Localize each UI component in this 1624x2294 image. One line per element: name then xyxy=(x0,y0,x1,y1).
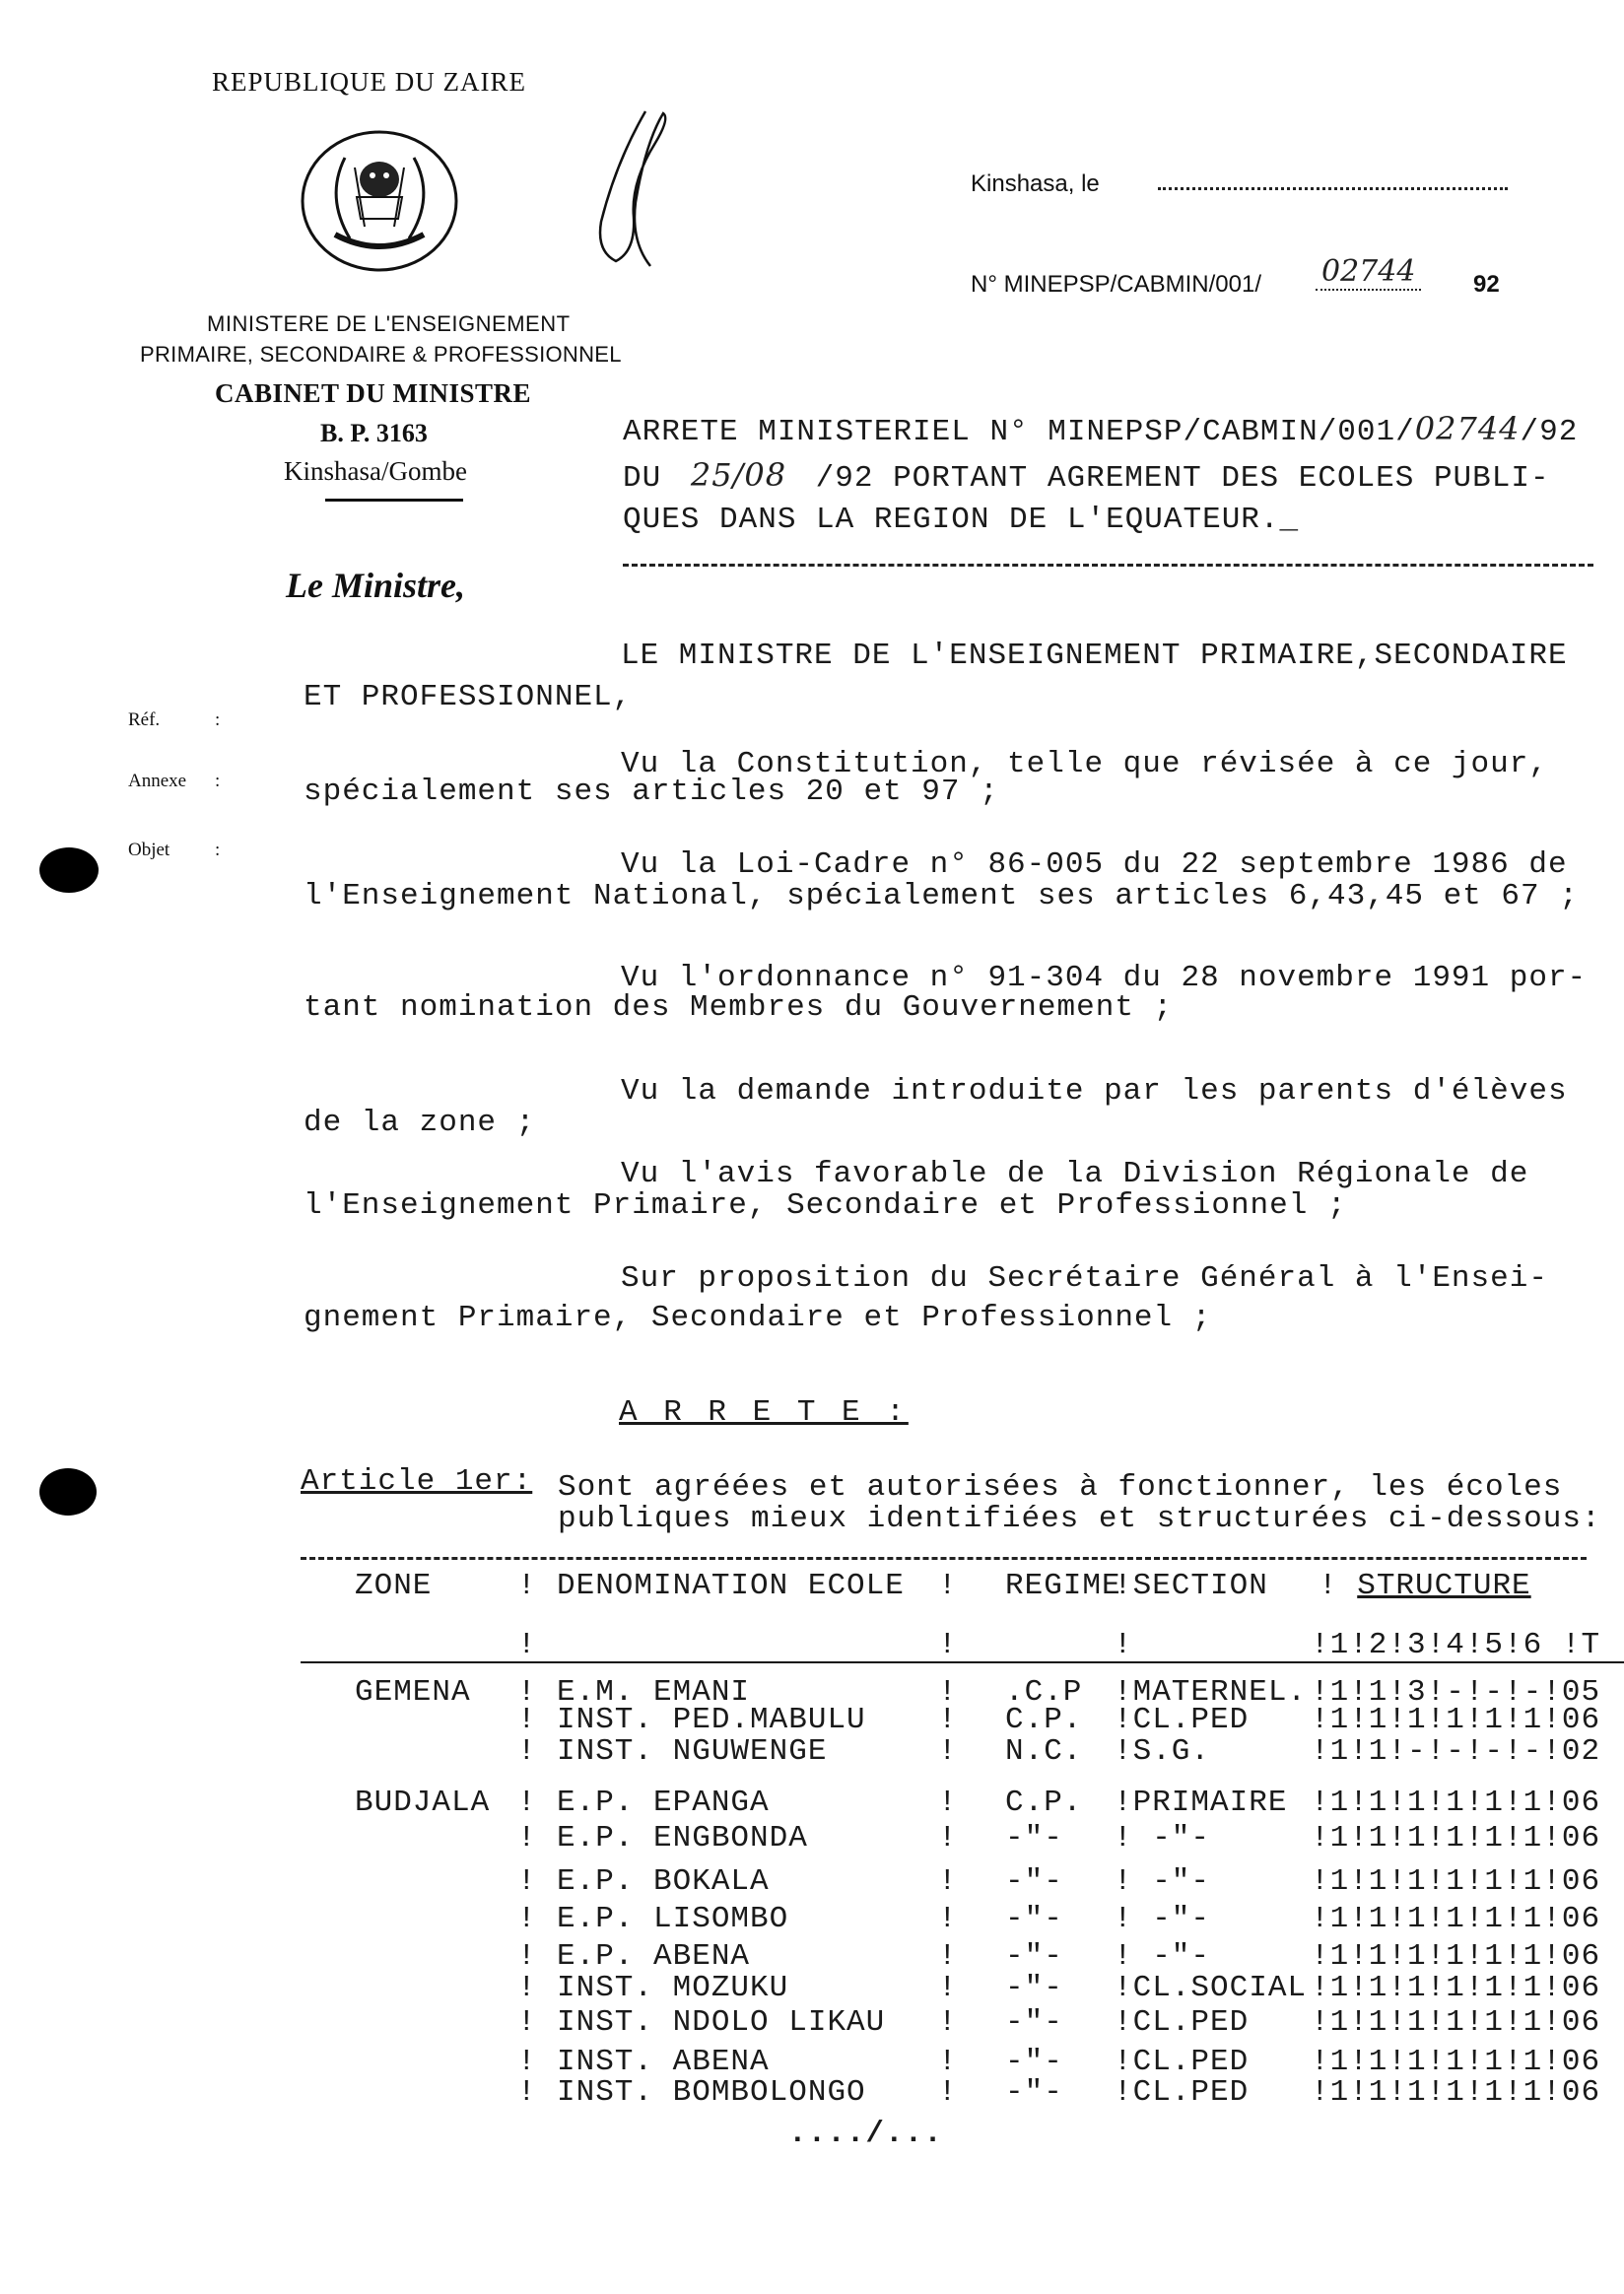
minister-line-2: ET PROFESSIONNEL, xyxy=(304,680,633,714)
cell-structure: !1!1!1!1!1!1!06 xyxy=(1311,1902,1601,1936)
decree-number-handwritten: 02744 xyxy=(1414,410,1521,447)
cell-regime: .C.P xyxy=(1005,1675,1083,1710)
cell-school-name: E.M. EMANI xyxy=(557,1675,751,1710)
cell-separator: ! xyxy=(938,1734,958,1769)
cell-section: !MATERNEL. xyxy=(1114,1675,1308,1710)
city-label: Kinshasa/Gombe xyxy=(284,456,467,486)
demande-line-1: Vu la demande introduite par les parents d'élèves xyxy=(621,1074,1568,1109)
table-row xyxy=(296,2075,1624,2111)
table-row xyxy=(296,1734,1624,1770)
objet-colon: : xyxy=(215,840,221,860)
cell-structure: !1!1!1!1!1!1!06 xyxy=(1311,1786,1601,1820)
cell-section: !CL.SOCIAL xyxy=(1114,1971,1308,2005)
title-dashed-rule xyxy=(623,564,1593,567)
cell-regime: C.P. xyxy=(1005,1786,1083,1820)
cell-separator: ! xyxy=(517,2075,537,2110)
article-1-line-2: publiques mieux identifiées et structurées ci-dessous: xyxy=(558,1502,1601,1536)
table-header-rule xyxy=(301,1661,1624,1663)
postal-box: B. P. 3163 xyxy=(320,419,428,447)
ordonnance-line-1: Vu l'ordonnance n° 91-304 du 28 novembre 1991 por- xyxy=(621,961,1588,995)
proposition-line-1: Sur proposition du Secrétaire Général à l'Ensei- xyxy=(621,1261,1548,1296)
cell-separator: ! xyxy=(938,2045,958,2079)
decree-title-text-1a: ARRETE MINISTERIEL N° MINEPSP/CABMIN/001/ xyxy=(623,415,1415,449)
table-row xyxy=(296,1821,1624,1856)
country-name: REPUBLIQUE DU ZAIRE xyxy=(212,67,526,97)
cell-zone: GEMENA xyxy=(355,1675,471,1710)
cell-separator: ! xyxy=(938,1786,958,1820)
cell-school-name: E.P. LISOMBO xyxy=(557,1902,789,1936)
continuation-mark: ..../... xyxy=(788,2117,943,2151)
loi-cadre-line-2: l'Enseignement National, spécialement ses articles 6,43,45 et 67 ; xyxy=(304,879,1579,913)
header-section: !SECTION xyxy=(1114,1569,1268,1603)
cell-separator: ! xyxy=(938,1864,958,1899)
decree-title-text-1b: /92 xyxy=(1520,415,1579,449)
ref-colon: : xyxy=(215,709,221,730)
constitution-line-1: Vu la Constitution, telle que révisée à ce jour, xyxy=(621,747,1548,781)
cell-section: !CL.PED xyxy=(1114,1703,1250,1737)
cell-school-name: E.P. ENGBONDA xyxy=(557,1821,808,1855)
table-row xyxy=(296,2005,1624,2041)
objet-label: Objet xyxy=(128,840,170,860)
cell-separator: ! xyxy=(938,1675,958,1710)
cell-structure: !1!1!-!-!-!-!02 xyxy=(1311,1734,1601,1769)
arrete-heading: A R R E T E : xyxy=(619,1395,909,1430)
cell-school-name: E.P. BOKALA xyxy=(557,1864,770,1899)
cell-separator: ! xyxy=(517,1821,537,1855)
cell-separator: ! xyxy=(938,1971,958,2005)
decree-date-handwritten: 25/08 xyxy=(690,456,787,494)
cell-separator: ! xyxy=(938,1703,958,1737)
cell-school-name: E.P. ABENA xyxy=(557,1939,751,1974)
header-denomination: DENOMINATION ECOLE xyxy=(557,1569,905,1603)
reference-number-handwritten: 02744 xyxy=(1316,254,1421,291)
header-structure-bar: ! xyxy=(1319,1569,1338,1603)
cabinet-label: CABINET DU MINISTRE xyxy=(215,378,532,408)
decree-title-line-1 xyxy=(623,410,1578,449)
cell-separator: ! xyxy=(517,1864,537,1899)
cell-structure: !1!1!1!1!1!1!06 xyxy=(1311,2045,1601,2079)
cell-separator: ! xyxy=(938,1821,958,1855)
cell-structure: !1!1!1!1!1!1!06 xyxy=(1311,1821,1601,1855)
city-underline xyxy=(325,499,463,502)
header-structure-label: STRUCTURE xyxy=(1357,1569,1531,1603)
cell-separator: ! xyxy=(517,2005,537,2040)
cell-regime: C.P. xyxy=(1005,1703,1083,1737)
avis-line-2: l'Enseignement Primaire, Secondaire et Professionnel ; xyxy=(304,1188,1347,1223)
cell-structure: !1!1!1!1!1!1!06 xyxy=(1311,2075,1601,2110)
header-separator: ! xyxy=(938,1569,958,1603)
cell-separator: ! xyxy=(517,1939,537,1974)
cell-school-name: INST. PED.MABULU xyxy=(557,1703,866,1737)
cell-regime: -"- xyxy=(1005,1864,1063,1899)
table-row xyxy=(296,1786,1624,1821)
minister-line-1: LE MINISTRE DE L'ENSEIGNEMENT PRIMAIRE,SECONDAIRE xyxy=(621,639,1568,673)
subheader-structure-grades: !1!2!3!4!5!6 !T xyxy=(1311,1628,1601,1662)
cell-section: ! -"- xyxy=(1114,1864,1211,1899)
table-row xyxy=(296,1703,1624,1738)
cell-structure: !1!1!1!1!1!1!06 xyxy=(1311,1939,1601,1974)
cell-regime: -"- xyxy=(1005,1821,1063,1855)
cell-section: !S.G. xyxy=(1114,1734,1211,1769)
cell-separator: ! xyxy=(517,1902,537,1936)
cell-regime: -"- xyxy=(1005,2075,1063,2110)
cell-structure: !1!1!1!1!1!1!06 xyxy=(1311,1971,1601,2005)
table-row xyxy=(296,1902,1624,1937)
date-dotted-line xyxy=(1158,187,1508,190)
header-regime: REGIME xyxy=(1005,1569,1121,1603)
signatory-title: Le Ministre, xyxy=(286,566,466,605)
cell-structure: !1!1!3!-!-!-!05 xyxy=(1311,1675,1601,1710)
cell-section: !CL.PED xyxy=(1114,2005,1250,2040)
cell-section: ! -"- xyxy=(1114,1902,1211,1936)
cell-section: ! -"- xyxy=(1114,1939,1211,1974)
annexe-colon: : xyxy=(215,771,221,791)
header-zone: ZONE xyxy=(355,1569,433,1603)
cell-structure: !1!1!1!1!1!1!06 xyxy=(1311,1703,1601,1737)
cell-section: !CL.PED xyxy=(1114,2045,1250,2079)
cell-separator: ! xyxy=(517,2045,537,2079)
cell-section: !PRIMAIRE xyxy=(1114,1786,1288,1820)
avis-line-1: Vu l'avis favorable de la Division Régionale de xyxy=(621,1157,1529,1191)
decree-title-line-3: QUES DANS LA REGION DE L'EQUATEUR._ xyxy=(623,503,1300,537)
cell-section: !CL.PED xyxy=(1114,2075,1250,2110)
decree-title-text-2a: DU xyxy=(623,461,662,496)
cell-separator: ! xyxy=(938,2075,958,2110)
ordonnance-line-2: tant nomination des Membres du Gouvernement ; xyxy=(304,990,1174,1025)
table-row xyxy=(296,1971,1624,2006)
cell-separator: ! xyxy=(517,1734,537,1769)
cell-separator: ! xyxy=(938,2005,958,2040)
header-separator: ! xyxy=(517,1569,537,1603)
punch-hole-bottom xyxy=(39,1468,97,1516)
constitution-line-2: spécialement ses articles 20 et 97 ; xyxy=(304,775,999,809)
reference-number-suffix: 92 xyxy=(1473,271,1500,298)
punch-hole-top xyxy=(39,847,99,893)
proposition-line-2: gnement Primaire, Secondaire et Professionnel ; xyxy=(304,1301,1212,1335)
cell-separator: ! xyxy=(517,1703,537,1737)
article-1-label: Article 1er: xyxy=(301,1464,533,1499)
table-header-row xyxy=(296,1569,1624,1604)
cell-school-name: INST. MOZUKU xyxy=(557,1971,789,2005)
table-subheader-row xyxy=(296,1628,1624,1663)
cell-regime: -"- xyxy=(1005,2005,1063,2040)
ministry-line-1: MINISTERE DE L'ENSEIGNEMENT xyxy=(207,311,571,336)
cell-school-name: E.P. EPANGA xyxy=(557,1786,770,1820)
cell-school-name: INST. ABENA xyxy=(557,2045,770,2079)
article-1-line-1: Sont agréées et autorisées à fonctionner, les écoles xyxy=(558,1470,1563,1505)
cell-regime: -"- xyxy=(1005,1902,1063,1936)
table-top-dashed-rule xyxy=(301,1557,1587,1560)
decree-title-line-2 xyxy=(623,456,1550,496)
signature-initial-mark xyxy=(576,103,685,281)
cell-structure: !1!1!1!1!1!1!06 xyxy=(1311,2005,1601,2040)
cell-separator: ! xyxy=(517,1786,537,1820)
table-row xyxy=(296,1939,1624,1975)
reference-number-prefix: N° MINEPSP/CABMIN/001/ xyxy=(971,271,1262,298)
ref-label: Réf. xyxy=(128,709,161,730)
cell-separator: ! xyxy=(517,1971,537,2005)
cell-school-name: INST. BOMBOLONGO xyxy=(557,2075,866,2110)
subheader-separator: ! xyxy=(1114,1628,1133,1662)
loi-cadre-line-1: Vu la Loi-Cadre n° 86-005 du 22 septembre 1986 de xyxy=(621,847,1568,882)
cell-separator: ! xyxy=(517,1675,537,1710)
header-structure xyxy=(1319,1569,1531,1603)
cell-separator: ! xyxy=(938,1939,958,1974)
decree-title-text-2b: /92 PORTANT AGREMENT DES ECOLES PUBLI- xyxy=(815,461,1550,496)
table-row xyxy=(296,1864,1624,1900)
ministry-line-2: PRIMAIRE, SECONDAIRE & PROFESSIONNEL xyxy=(140,342,622,367)
cell-regime: -"- xyxy=(1005,1971,1063,2005)
cell-separator: ! xyxy=(938,1902,958,1936)
cell-zone: BUDJALA xyxy=(355,1786,491,1820)
cell-structure: !1!1!1!1!1!1!06 xyxy=(1311,1864,1601,1899)
subheader-separator: ! xyxy=(517,1628,537,1662)
cell-regime: -"- xyxy=(1005,2045,1063,2079)
coat-of-arms-seal xyxy=(296,128,463,281)
place-date-label: Kinshasa, le xyxy=(971,170,1100,197)
cell-section: ! -"- xyxy=(1114,1821,1211,1855)
demande-line-2: de la zone ; xyxy=(304,1106,536,1140)
cell-regime: N.C. xyxy=(1005,1734,1083,1769)
cell-school-name: INST. NDOLO LIKAU xyxy=(557,2005,886,2040)
cell-regime: -"- xyxy=(1005,1939,1063,1974)
subheader-separator: ! xyxy=(938,1628,958,1662)
annexe-label: Annexe xyxy=(128,771,187,791)
cell-school-name: INST. NGUWENGE xyxy=(557,1734,828,1769)
